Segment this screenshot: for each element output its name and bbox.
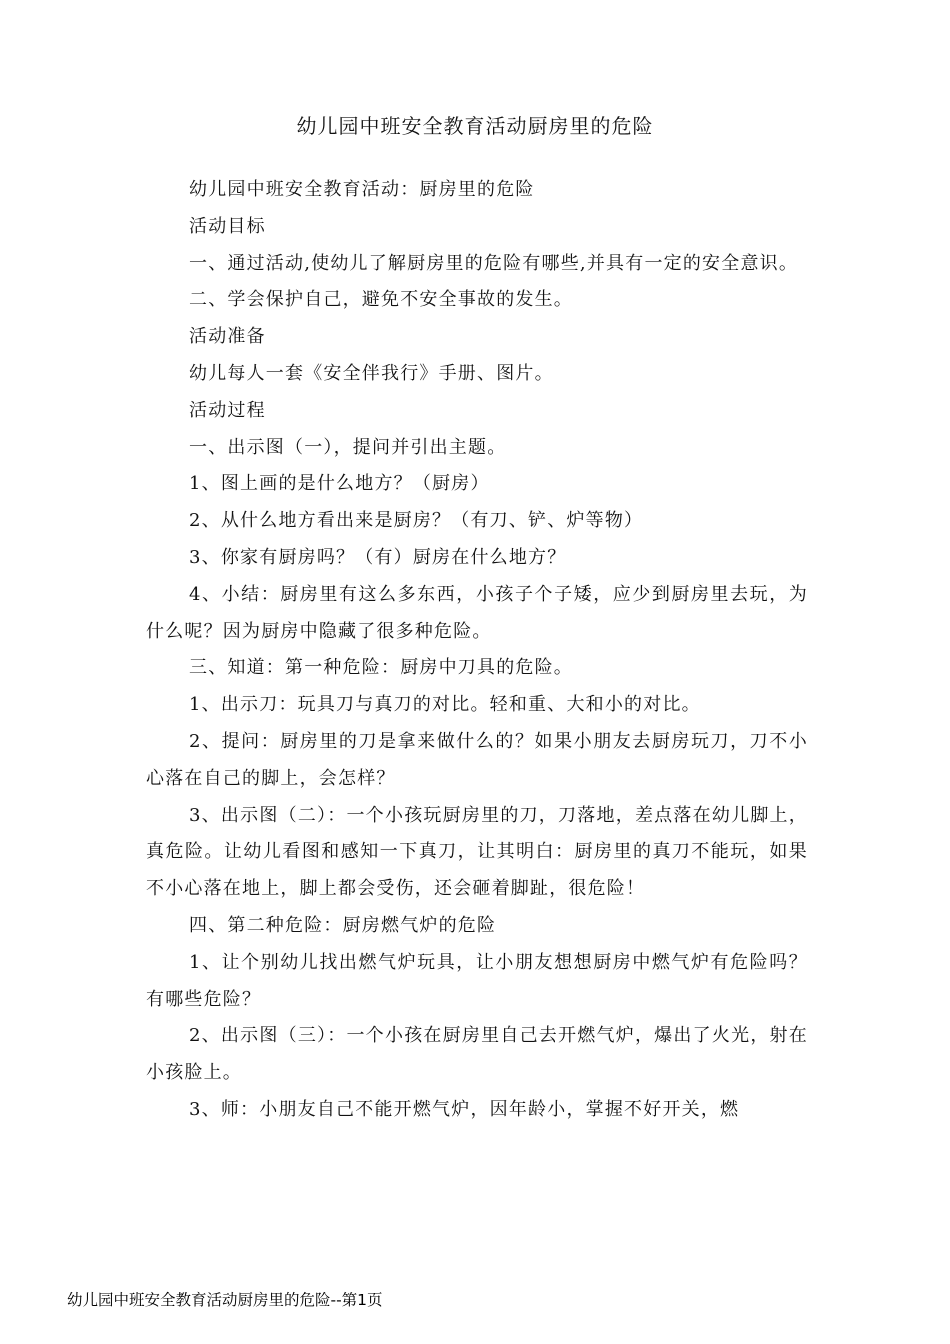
paragraph: 3、师：小朋友自己不能开燃气炉，因年龄小，掌握不好开关，燃 <box>189 1098 740 1120</box>
paragraph: 2、从什么地方看出来是厨房？（有刀、铲、炉等物） <box>189 510 644 532</box>
paragraph: 一、通过活动,使幼儿了解厨房里的危险有哪些,并具有一定的安全意识。 <box>189 252 799 274</box>
paragraph: 4、小结：厨房里有这么多东西，小孩子个子矮，应少到厨房里去玩，为什么呢？因为厨房中隐藏了很多种危险。 <box>146 583 808 642</box>
section-heading-process: 活动过程 <box>189 399 266 421</box>
paragraph: 一、出示图（一），提问并引出主题。 <box>189 436 507 458</box>
paragraph: 1、图上画的是什么地方？（厨房） <box>189 473 490 495</box>
paragraph: 二、学会保护自己，避免不安全事故的发生。 <box>189 289 573 311</box>
paragraph: 1、出示刀：玩具刀与真刀的对比。轻和重、大和小的对比。 <box>189 694 701 716</box>
page-footer: 幼儿园中班安全教育活动厨房里的危险--第1页 <box>67 1291 383 1309</box>
paragraph: 四、第二种危险：厨房燃气炉的危险 <box>189 914 497 936</box>
section-heading-preparation: 活动准备 <box>189 326 266 348</box>
paragraph: 幼儿园中班安全教育活动：厨房里的危险 <box>189 179 535 200</box>
document-title: 幼儿园中班安全教育活动厨房里的危险 <box>296 114 654 138</box>
paragraph: 2、出示图（三）：一个小孩在厨房里自己去开燃气炉，爆出了火光，射在小孩脸上。 <box>146 1025 808 1084</box>
document-body <box>146 172 808 1129</box>
section-heading-goals: 活动目标 <box>189 215 266 237</box>
paragraph: 3、出示图（二）：一个小孩玩厨房里的刀，刀落地，差点落在幼儿脚上，真危险。让幼儿看图和感知一下真刀，让其明白：厨房里的真刀不能玩，如果不小心落在地上，脚上都会受伤，还会砸着脚趾，很危险！ <box>146 804 808 900</box>
paragraph: 3、你家有厨房吗？（有）厨房在什么地方？ <box>189 546 567 568</box>
paragraph: 2、提问：厨房里的刀是拿来做什么的？如果小朋友去厨房玩刀，刀不小心落在自己的脚上，会怎样？ <box>146 730 808 789</box>
paragraph: 幼儿每人一套《安全伴我行》手册、图片。 <box>189 362 554 384</box>
paragraph: 三、知道：第一种危险：厨房中刀具的危险。 <box>189 657 573 679</box>
paragraph: 1、让个别幼儿找出燃气炉玩具，让小朋友想想厨房中燃气炉有危险吗？有哪些危险？ <box>146 951 808 1010</box>
